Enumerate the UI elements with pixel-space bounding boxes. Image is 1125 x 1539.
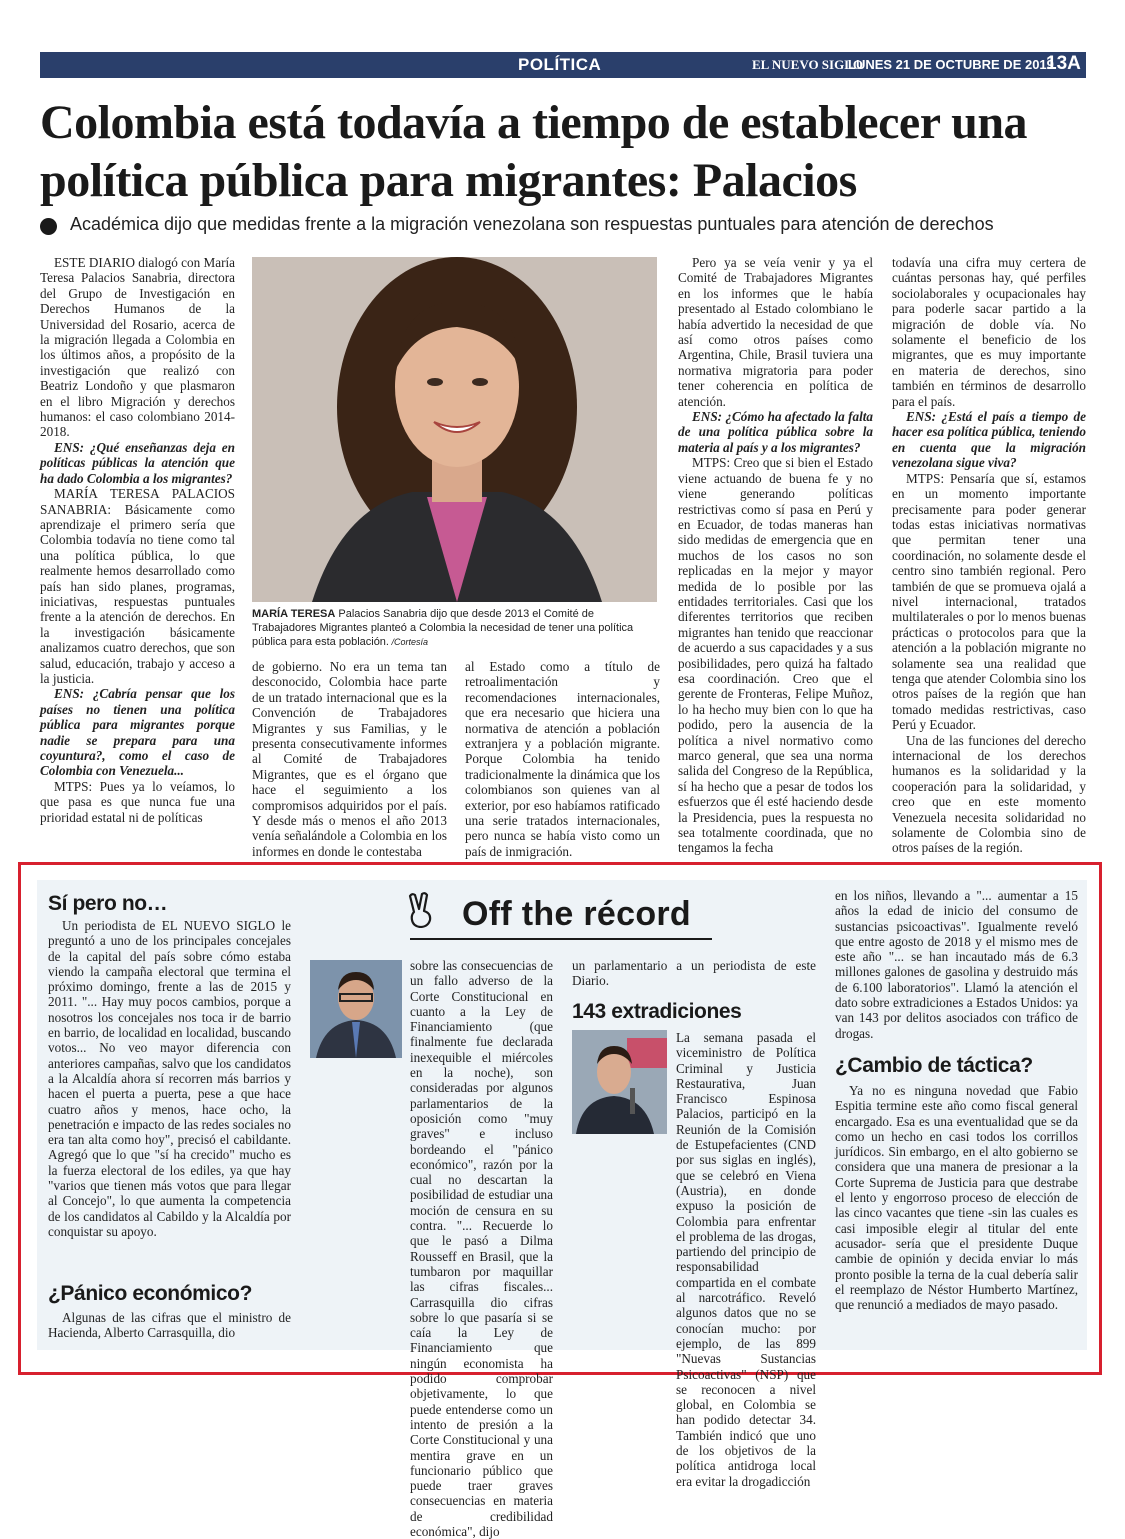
headline: Colombia está todavía a tiempo de establecer una política pública para migrantes: Palacios xyxy=(40,96,1028,207)
article-paragraph: MTPS: Pensaría que sí, estamos en un momento importante precisamente para poder generar todas estas iniciativas normativas que permitan tener una coordinación, no solamente desde el centro sino también regional. Pero también de que se promueva ojalá a nivel internacional, tratados multilaterales o por lo menos buenas prácticas o protocolos para que la atención a la población migrante no solamente sea una realidad que tenga que atender Colombia sino los otros países de la región que han tomado medidas restrictivas, caso Perú y Ecuador. xyxy=(892,470,1086,733)
article-paragraph: Una de las funciones del derecho internacional de los derechos humanos es la solidaridad y la cooperación para la solidaridad, y creo que en este momento Venezuela necesita solidaridad no solamente de Colombia sino de otros países de la región. xyxy=(892,732,1086,856)
article-paragraph: MTPS: Pues ya lo veíamos, lo que pasa es que nunca fue una prioridad estatal ni de políticas xyxy=(40,778,235,825)
off-record-column-1-end xyxy=(48,1310,291,1341)
off-the-record-title: Off the récord xyxy=(462,895,692,933)
subheadline: Académica dijo que medidas frente a la migración venezolana son respuestas puntuales para atención de derechos xyxy=(70,214,994,234)
article-column-3 xyxy=(465,659,660,859)
section-title-si-pero-no: Sí pero no… xyxy=(48,892,168,915)
interview-question: ENS: ¿Está el país a tiempo de hacer esa política pública, teniendo en cuenta que la migración venezolana sigue viva? xyxy=(892,409,1086,471)
portrait-photo xyxy=(252,257,657,602)
off-record-paragraph: Ya no es ninguna novedad que Fabio Espitia termine este año como fiscal general encargado. Esa es una eventualidad que se da como un hecho en casi todos los corrillos jurídicos. Sin embargo, en el alto gobierno se considera que una manera de presionar a la Corte Suprema de Justicia para que destrabe el lento y engorroso proceso de elección de las cinco vacantes que tiene -sin las cuales es casi imposible elegir al titular del ente acusador- sería que el presidente Duque cambie de opinión y decida enviar lo más pronto posible la terna de la cual debería salir el reemplazo de Néstor Humberto Martínez, que renunció a mediados de mayo pasado. xyxy=(835,1083,1078,1313)
article-paragraph: MARÍA TERESA PALACIOS SANABRIA: Básicamente como aprendizaje el primero sería que Colombia todavía no tiene como tal una política pública, lo que realmente hemos desarrollado como país han sido planes, programas, iniciativas, respuestas puntuales frente a la atención de derechos. En la investigación básicamente analizamos cuatro derechos, que son salud, educación, trabajo y acceso a la justicia. xyxy=(40,486,235,686)
article-column-4 xyxy=(678,255,873,856)
off-record-paragraph: un parlamentario a un periodista de este Diario. xyxy=(572,958,816,989)
off-record-column-2 xyxy=(310,958,553,1539)
off-record-paragraph: La semana pasada el viceministro de Política Criminal y Justicia Restaurativa, Juan Francisco Espinosa Palacios, participó en la Reunión de la Comisión de Estupefacientes (CND por sus siglas en inglés), que se celebró en Viena (Austria), en donde expuso la posición de Colombia para enfrentar el problema de las drogas, partiendo del principio de responsabilidad compartida en el combate al narcotráfico. Reveló algunos datos que no se conocían mucho: por ejemplo, de las 899 "Nuevas Sustancias Psicoactivas" (NSP) que se reconocen a nivel global, en Colombia se han podido detectar 34. También indicó que uno de los objetivos de la política antidroga local era evitar la drogadicción xyxy=(676,1030,816,1489)
photo-caption xyxy=(252,607,657,649)
page-number: 13A xyxy=(1046,53,1081,74)
off-record-paragraph: en los niños, llevando a "... aumentar a 15 años la edad de inicio del consumo de sustancias psicoactivas". Igualmente reveló que entre agosto de 2018 y el mismo mes de este año "... se han incautado más de 6.3 millones galones de gasolina y destruido más de 6.100 laboratorios". Llamó la atención el dato sobre extradiciones a Estados Unidos: ya van 143 por delitos asociados con tráfico de drogas. xyxy=(835,888,1078,1041)
article-paragraph: todavía una cifra muy certera de cuántas personas hay, qué perfiles sociolaborales y ocupacionales hay para poderle sacar partido a la migración de doble vía. No solamente el beneficio de los migrantes, que es muy importante en materia de derechos, sino también en términos de desarrollo para el país. xyxy=(892,255,1086,409)
section-title-cambio-de-tactica: ¿Cambio de táctica? xyxy=(835,1054,1033,1077)
interview-question: ENS: ¿Cabría pensar que los países no tienen una política pública para migrantes porque nadie se prepara para una coyuntura?, como el caso de Colombia con Venezuela... xyxy=(40,686,235,779)
victory-hand-icon xyxy=(406,892,436,928)
section-label: POLÍTICA xyxy=(518,55,602,74)
article-column-2 xyxy=(252,659,447,859)
article-paragraph: de gobierno. No era un tema tan desconocido, Colombia hace parte de un tratado internacional que es la Convención de Trabajadores Migrantes y sus Familias, y le presenta consecutivamente informes al Comité de Trabajadores Migrantes, que es el órgano que hace el seguimiento a los compromisos adquiridos por el país. Y desde más o menos el año 2013 venía señalándole a Colombia en los informes en donde le contestaba xyxy=(252,659,447,859)
off-record-column-4 xyxy=(835,888,1078,1041)
caption-credit: /Cortesía xyxy=(388,637,428,647)
off-record-paragraph: Algunas de las cifras que el ministro de Hacienda, Alberto Carrasquilla, dio xyxy=(48,1310,291,1341)
off-record-paragraph: sobre las consecuencias de un fallo adverso de la Corte Constitucional en cuanto a la Ley de Financiamiento (que finalmente fue declarada inexequible el miércoles en la noche), son consideradas por algunos parlamentarios de la oposición como "muy graves" e incluso bordeando el "pánico económico", razón por la cual no descartan la posibilidad de estudiar una moción de censura en su contra. "... Recuerde lo que le pasó a Dilma Rousseff en Brasil, que la tumbaron por maquillar las cifras fiscales... Carrasquilla dio cifras sobre lo que pasaría si se caía la Ley de Financiamiento que ningún economista ha podido comprobar objetivamente, lo que puede entenderse como un intento de presión a la Corte Constitucional y una mentira grave en un funcionario público que puede traer graves consecuencias en materia de credibilidad económica", dijo xyxy=(410,958,553,1539)
caption-name: MARÍA TERESA xyxy=(252,608,336,620)
issue-date: LUNES 21 DE OCTUBRE DE 2019 xyxy=(848,57,1054,72)
off-record-column-3-top xyxy=(572,958,816,989)
article-paragraph: al Estado como a título de retroalimentación y recomendaciones internacionales, que era necesario que hiciera una normativa de atención a población extranjera y a población migrante. Porque Colombia ha tenido tradicionalmente la dinámica que los colombianos son quienes van al exterior, por eso habíamos ratificado una serie tratados internacionales, pero nunca se había visto como un país de inmigración. xyxy=(465,659,660,859)
off-record-paragraph: Un periodista de EL NUEVO SIGLO le preguntó a uno de los principales concejales de la capital del país sobre cómo estaba viendo la campaña electoral que termina el próximo domingo, frente a las de 2015 y 2011. "... Hay muy pocos cambios, porque a nosotros los concejales nos toca ir de barrio en barrio, de localidad en localidad, buscando votos... No veo mayor diferencia con anteriores campañas, salvo que los candidatos a la Alcaldía ahora sí recorren más barrios y hacen el puerta a puerta, pese a que hace cuatro años y menos, hace ocho, la penetración e impacto de las redes sociales no era tan alta como hoy", precisó el cabildante. Agregó que lo que "sí ha crecido" mucho es la fuerza electoral de los ediles, ya que hay "varios que tienen más votos que para llegar al Concejo", lo que aumenta la competencia de los candidatos al Cabildo y la Alcaldía por conquistar su apoyo. xyxy=(48,918,291,1239)
section-title-panico-economico: ¿Pánico económico? xyxy=(48,1282,252,1305)
section-title-extradiciones: 143 extradiciones xyxy=(572,1000,742,1023)
article-column-5 xyxy=(892,255,1086,856)
article-paragraph: ESTE DIARIO dialogó con María Teresa Palacios Sanabria, directora del Grupo de Investigación en Derechos Humanos de la Universidad del Rosario, acerca de la migración llegada a Colombia en los últimos años, a propósito de la investigación que realizó con Beatriz Londoño y que plasmaron en el libro Migración y derechos humanos: el caso colombiano 2014-2018. xyxy=(40,255,235,440)
masthead: EL NUEVO SIGLO xyxy=(752,57,863,72)
article-paragraph: Pero ya se veía venir y ya el Comité de Trabajadores Migrantes en los informes que le había presentado al Estado colombiano le había advertido la necesidad de que así como otros países como Argentina, Chile, Brasil tuviera una normativa migratoria para poder tener coherencia en política de atención. xyxy=(678,255,873,409)
off-record-column-4-end xyxy=(835,1083,1078,1312)
interview-question: ENS: ¿Qué enseñanzas deja en políticas públicas la atención que ha dado Colombia a los migrantes? xyxy=(40,439,235,486)
off-record-column-1 xyxy=(48,918,291,1239)
caption-text: Palacios Sanabria dijo que desde 2013 el Comité de Trabajadores Migrantes planteó a Colombia la necesidad de tener una política pública para esta población. xyxy=(252,608,634,648)
portrait-illustration xyxy=(252,257,657,602)
article-column-1 xyxy=(40,255,235,825)
off-record-column-3 xyxy=(572,1030,816,1489)
article-paragraph: MTPS: Creo que si bien el Estado viene actuando de buena fe y no viene generando políticas restrictivas como sí pasa en Perú y en Ecuador, de todas maneras han sido medidas de emergencia que en muchos de los casos no son replicadas en la mejor y mayor medida de lo posible por las entidades territoriales. Casi que los diferentes territorios que reciben migrantes han tenido que reaccionar de acuerdo a sus capacidades y a sus posibilidades, pero quizá ha faltado esa coordinación. Creo que el gerente de Fronteras, Felipe Muñoz, lo ha hecho muy bien con lo que ha podido, pero la ausencia de la política a nivel normativo como marco general, que sea una norma salida del Congreso de la República, sí ha hecho que a pesar de todos los esfuerzos que él esté haciendo desde la Presidencia, pues la respuesta no sea totalmente coordinada, que no tengamos la fecha xyxy=(678,455,873,856)
bullet-icon xyxy=(40,218,57,235)
title-rule xyxy=(410,938,712,940)
interview-question: ENS: ¿Cómo ha afectado la falta de una política pública sobre la materia al país y a los migrantes? xyxy=(678,409,873,455)
